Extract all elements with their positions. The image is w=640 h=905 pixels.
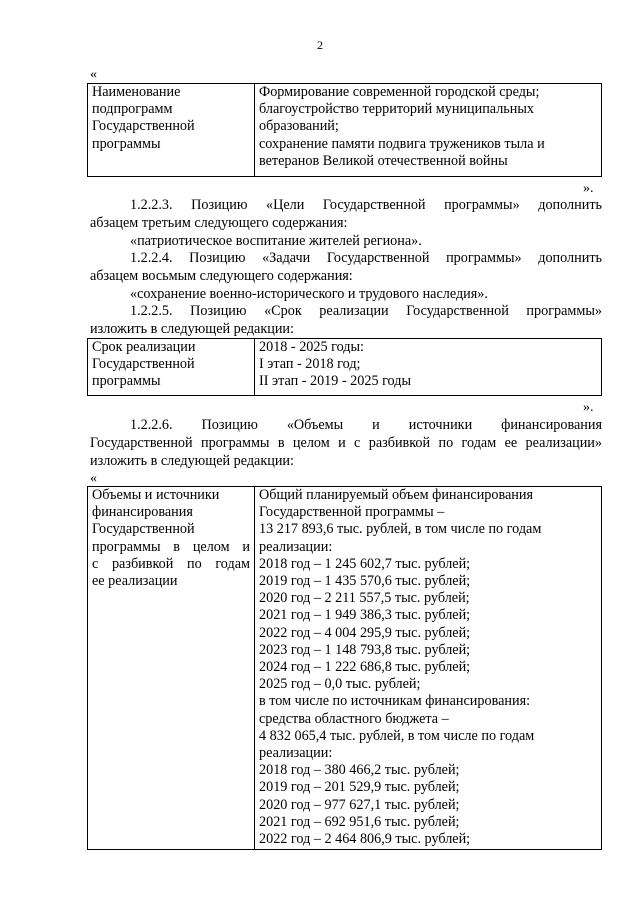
paragraph-line: 1.2.2.4. Позицию «Задачи Государственной программы» дополнить [130,250,602,266]
table-label-line: Срок реализации [92,339,196,355]
paragraph-line: абзацем третьим следующего содержания: [90,214,348,231]
table-value-cell [255,84,602,177]
paragraph-line: 1.2.2.5. Позицию «Срок реализации Государственной программы» [130,303,602,319]
paragraph-line: абзацем восьмым следующего содержания: [90,267,353,284]
table-label-line: Государственной [92,356,195,373]
table-value-line: 2022 год – 2 464 806,9 тыс. рублей; [259,831,471,848]
table-label-line: Государственной [92,118,195,135]
table-value-line: образований; [259,118,339,135]
table-value-line: реализации: [259,538,333,555]
table-value-line: 2018 - 2025 годы: [259,339,364,355]
table-label-cell [88,487,255,850]
table-value-line: I этап - 2018 год; [259,356,361,373]
table-label-line: подпрограмм [92,101,173,118]
table-term [87,338,602,396]
table-value-line: 2019 год – 1 435 570,6 тыс. рублей; [259,573,471,590]
paragraph-1-2-2-6 [90,417,602,470]
paragraph-1-2-2-3 [90,197,602,250]
table-label-line: ее реализации [92,573,178,590]
table-value-line: 2020 год – 2 211 557,5 тыс. рублей; [259,590,470,607]
paragraph-line: 1.2.2.3. Позицию «Цели Государственной программы» дополнить [130,197,602,213]
quote-open-2: « [90,471,97,486]
quote-close-2: ». [583,400,594,415]
table-value-cell [255,339,602,396]
table-label-line: Государственной [92,521,195,538]
quote-close-1: ». [583,181,594,196]
table-value-line: средства областного бюджета – [259,710,449,727]
table-value-line: 2023 год – 1 148 793,8 тыс. рублей; [259,641,471,658]
paragraph-line: изложить в следующей редакции: [90,452,294,469]
quote-open-1: « [90,67,97,82]
table-value-line: сохранение памяти подвига тружеников тыла и [259,135,545,152]
table-value-line: 2025 год – 0,0 тыс. рублей; [259,676,421,693]
table-value-line: 2021 год – 1 949 386,3 тыс. рублей; [259,607,471,624]
table-value-line: 2018 год – 380 466,2 тыс. рублей; [259,762,460,779]
table-value-line: благоустройство территорий муниципальных [259,101,534,118]
table-value-line: 2020 год – 977 627,1 тыс. рублей; [259,796,460,813]
table-value-line: II этап - 2019 - 2025 годы [259,373,411,390]
table-financing [87,486,602,850]
table-label-line: программы в целом и [92,538,250,555]
paragraph-line: «патриотическое воспитание жителей региона». [130,232,422,249]
paragraph-1-2-2-4 [90,250,602,303]
table-value-line: 2022 год – 4 004 295,9 тыс. рублей; [259,624,471,641]
table-subprograms [87,83,602,177]
table-label-line: с разбивкой по годам [92,555,250,572]
paragraph-line: 1.2.2.6. Позицию «Объемы и источники финансирования [130,417,602,433]
table-label-line: программы [92,373,161,390]
paragraph-line: Государственной программы в целом и с разбивкой по годам ее реализации» [90,434,602,451]
table-value-line: 2021 год – 692 951,6 тыс. рублей; [259,813,460,830]
paragraph-line: изложить в следующей редакции: [90,320,294,337]
paragraph-1-2-2-5 [90,303,602,339]
table-value-line: Формирование современной городской среды; [259,84,540,100]
table-label-line: Объемы и источники [92,487,220,503]
table-value-line: 13 217 893,6 тыс. рублей, в том числе по годам [259,521,542,538]
page-number: 2 [317,38,323,52]
table-value-line: 2024 год – 1 222 686,8 тыс. рублей; [259,659,471,676]
table-value-line: Государственной программы – [259,504,445,521]
table-value-line: Общий планируемый объем финансирования [259,487,534,503]
table-value-line: ветеранов Великой отечественной войны [259,152,508,169]
table-value-cell [255,487,602,850]
table-label-line: Наименование [92,84,181,100]
table-value-line: 2018 год – 1 245 602,7 тыс. рублей; [259,555,471,572]
table-value-line: 2019 год – 201 529,9 тыс. рублей; [259,779,460,796]
paragraph-line: «сохранение военно-исторического и трудового наследия». [130,285,488,302]
table-label-cell [88,84,255,177]
table-value-line: реализации: [259,745,333,762]
table-label-line: программы [92,135,161,152]
table-value-line: 4 832 065,4 тыс. рублей, в том числе по годам [259,727,535,744]
table-label-cell [88,339,255,396]
table-value-line: в том числе по источникам финансирования: [259,693,531,710]
table-label-line: финансирования [92,504,193,521]
